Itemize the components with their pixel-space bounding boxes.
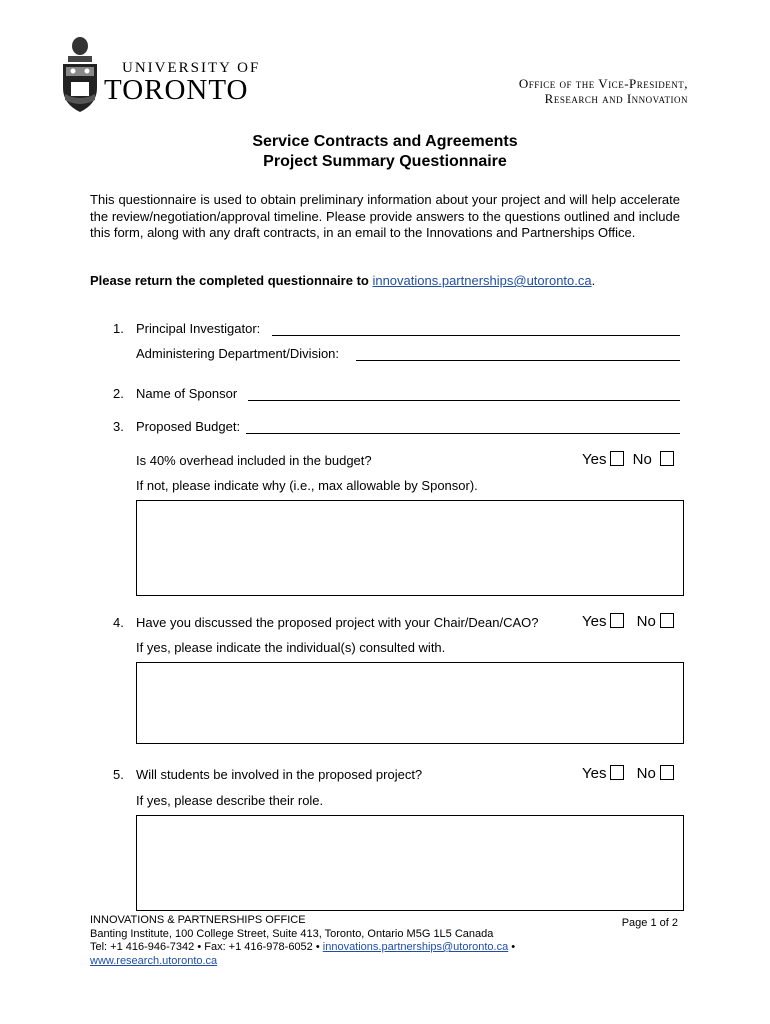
q5-number: 5. xyxy=(113,767,124,782)
university-name-bottom: TORONTO xyxy=(104,74,249,106)
return-instruction xyxy=(90,273,595,288)
q3-no-label: No xyxy=(632,451,652,468)
q1-sub-label: Administering Department/Division: xyxy=(136,346,340,361)
sponsor-field[interactable] xyxy=(248,388,680,401)
q5-role-box[interactable] xyxy=(136,815,684,911)
page-number: Page 1 of 2 xyxy=(621,917,678,929)
q5-no-checkbox[interactable] xyxy=(660,765,674,780)
university-name-top: UNIVERSITY OF xyxy=(122,60,261,76)
footer-office: INNOVATIONS & PARTNERSHIPS OFFICE xyxy=(90,914,306,926)
q4-yes-label: Yes xyxy=(582,613,607,630)
q4-if-yes: If yes, please indicate the individual(s) consulted with. xyxy=(136,640,446,655)
return-text: Please return the completed questionnaire to xyxy=(90,273,373,288)
q2-label: Name of Sponsor xyxy=(136,386,238,401)
university-crest-icon xyxy=(60,36,100,114)
q4-number: 4. xyxy=(113,615,124,630)
q4-consulted-box[interactable] xyxy=(136,662,684,744)
q3-yes-checkbox[interactable] xyxy=(610,451,624,466)
q1-number: 1. xyxy=(113,321,124,336)
q3-if-not: If not, please indicate why (i.e., max allowable by Sponsor). xyxy=(136,478,478,493)
office-name xyxy=(519,76,688,106)
q1-label: Principal Investigator: xyxy=(136,321,261,336)
q3-no-checkbox[interactable] xyxy=(660,451,674,466)
department-field[interactable] xyxy=(356,348,680,361)
q4-no-label: No xyxy=(636,613,656,630)
intro-paragraph: This questionnaire is used to obtain preliminary information about your project and will help accelerate the review/negotiation/approval timeline. Please provide answers to the questions outlined and include this form, along with any draft contracts, in an email to the Innovations and Partnerships Office. xyxy=(90,192,680,240)
return-email-link[interactable]: innovations.partnerships@utoronto.ca xyxy=(372,273,592,288)
budget-field[interactable] xyxy=(246,421,680,434)
q5-label: Will students be involved in the proposed project? xyxy=(136,767,423,782)
footer-phone-fax: Tel: +1 416-946-7342 • Fax: +1 416-978-6052 • xyxy=(90,941,323,953)
q3-explanation-box[interactable] xyxy=(136,500,684,596)
footer-bullet: • xyxy=(508,941,516,953)
return-end: . xyxy=(591,273,596,288)
office-line-1: Office of the Vice-President, xyxy=(518,76,688,91)
q3-yes-label: Yes xyxy=(582,451,607,468)
q2-number: 2. xyxy=(113,386,124,401)
q3-yes-no xyxy=(582,451,674,468)
footer-contact xyxy=(90,941,515,955)
principal-investigator-field[interactable] xyxy=(272,323,680,336)
document-title xyxy=(0,132,770,172)
q4-yes-checkbox[interactable] xyxy=(610,613,624,628)
title-line-1: Service Contracts and Agreements xyxy=(252,133,518,150)
q5-yes-no xyxy=(582,765,674,782)
q5-yes-checkbox[interactable] xyxy=(610,765,624,780)
q3-overhead-question: Is 40% overhead included in the budget? xyxy=(136,453,372,468)
footer-address: Banting Institute, 100 College Street, Suite 413, Toronto, Ontario M5G 1L5 Canada xyxy=(90,927,494,940)
q3-label: Proposed Budget: xyxy=(136,419,241,434)
q5-no-label: No xyxy=(636,765,656,782)
q3-number: 3. xyxy=(113,419,124,434)
q5-if-yes: If yes, please describe their role. xyxy=(136,793,324,808)
office-line-2: Research and Innovation xyxy=(544,91,688,106)
title-line-2: Project Summary Questionnaire xyxy=(263,153,507,170)
q4-yes-no xyxy=(582,613,674,630)
footer-website-link[interactable]: www.research.utoronto.ca xyxy=(90,954,218,967)
footer-email-link[interactable]: innovations.partnerships@utoronto.ca xyxy=(322,941,509,953)
q4-label: Have you discussed the proposed project with your Chair/Dean/CAO? xyxy=(136,615,539,630)
q5-yes-label: Yes xyxy=(582,765,607,782)
footer xyxy=(90,914,515,968)
q4-no-checkbox[interactable] xyxy=(660,613,674,628)
